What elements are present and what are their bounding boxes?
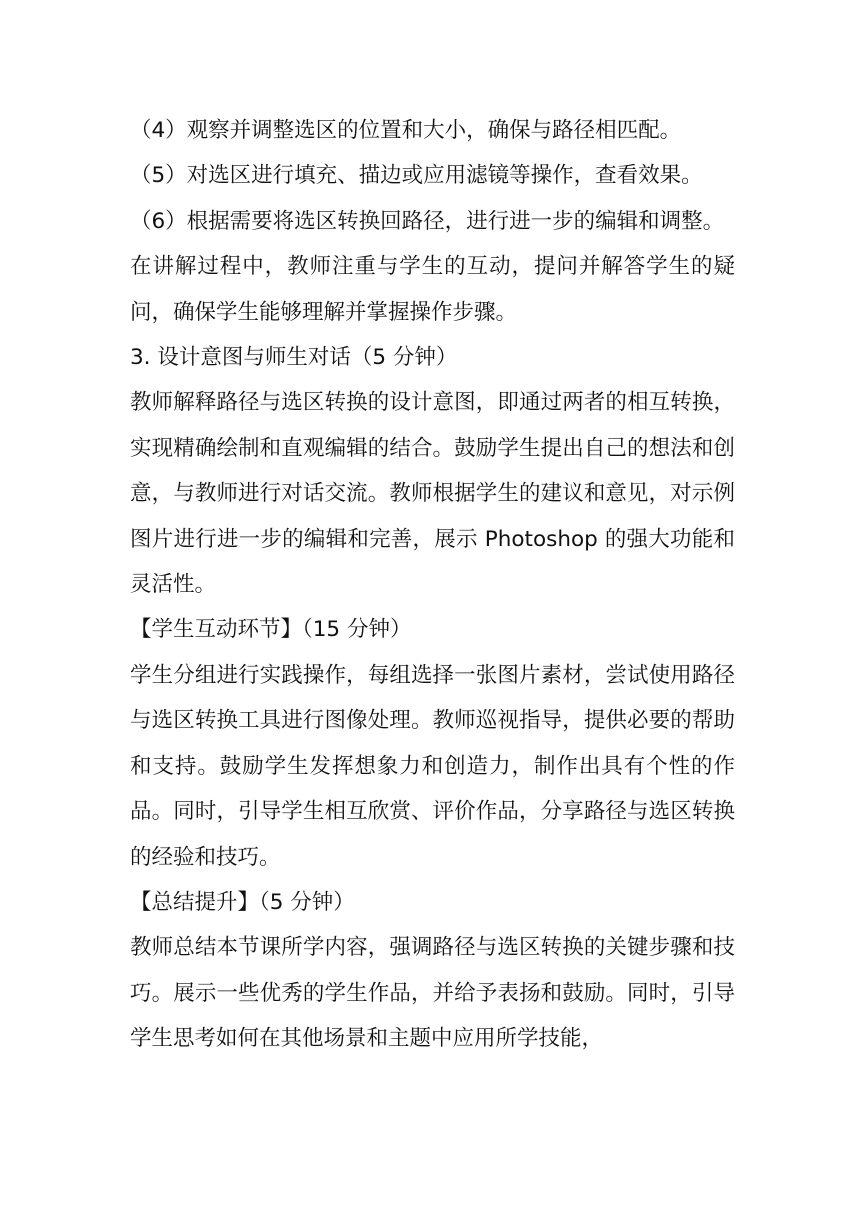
design-intent-paragraph: 教师解释路径与选区转换的设计意图，即通过两者的相互转换，实现精确绘制和直观编辑的结合。鼓励学生提出自己的想法和创意，与教师进行对话交流。教师根据学生的建议和意见，对示例图片进行进一步的编辑和完善，展示 Photoshop 的强大功能和灵活性。 bbox=[130, 390, 735, 598]
section-heading-student-interaction: 【学生互动环节】（15 分钟） bbox=[130, 617, 412, 643]
document-body bbox=[130, 108, 735, 1062]
interaction-paragraph: 在讲解过程中，教师注重与学生的互动，提问并解答学生的疑问，确保学生能够理解并掌握操作步骤。 bbox=[130, 254, 735, 325]
step-5-item: （5）对选区进行填充、描边或应用滤镜等操作，查看效果。 bbox=[130, 163, 703, 189]
summary-paragraph: 教师总结本节课所学内容，强调路径与选区转换的关键步骤和技巧。展示一些优秀的学生作品，并给予表扬和鼓励。同时，引导学生思考如何在其他场景和主题中应用所学技能， bbox=[130, 935, 735, 1052]
step-6-item: （6）根据需要将选区转换回路径，进行进一步的编辑和调整。 bbox=[130, 208, 725, 234]
section-heading-summary: 【总结提升】（5 分钟） bbox=[130, 889, 355, 915]
step-4-item: （4）观察并调整选区的位置和大小，确保与路径相匹配。 bbox=[130, 118, 682, 143]
section-heading-design-intent: 3. 设计意图与师生对话（5 分钟） bbox=[130, 345, 458, 371]
student-interaction-paragraph: 学生分组进行实践操作，每组选择一张图片素材，尝试使用路径与选区转换工具进行图像处理。教师巡视指导，提供必要的帮助和支持。鼓励学生发挥想象力和创造力，制作出具有个性的作品。同时，引导学生相互欣赏、评价作品，分享路径与选区转换的经验和技巧。 bbox=[130, 662, 735, 870]
